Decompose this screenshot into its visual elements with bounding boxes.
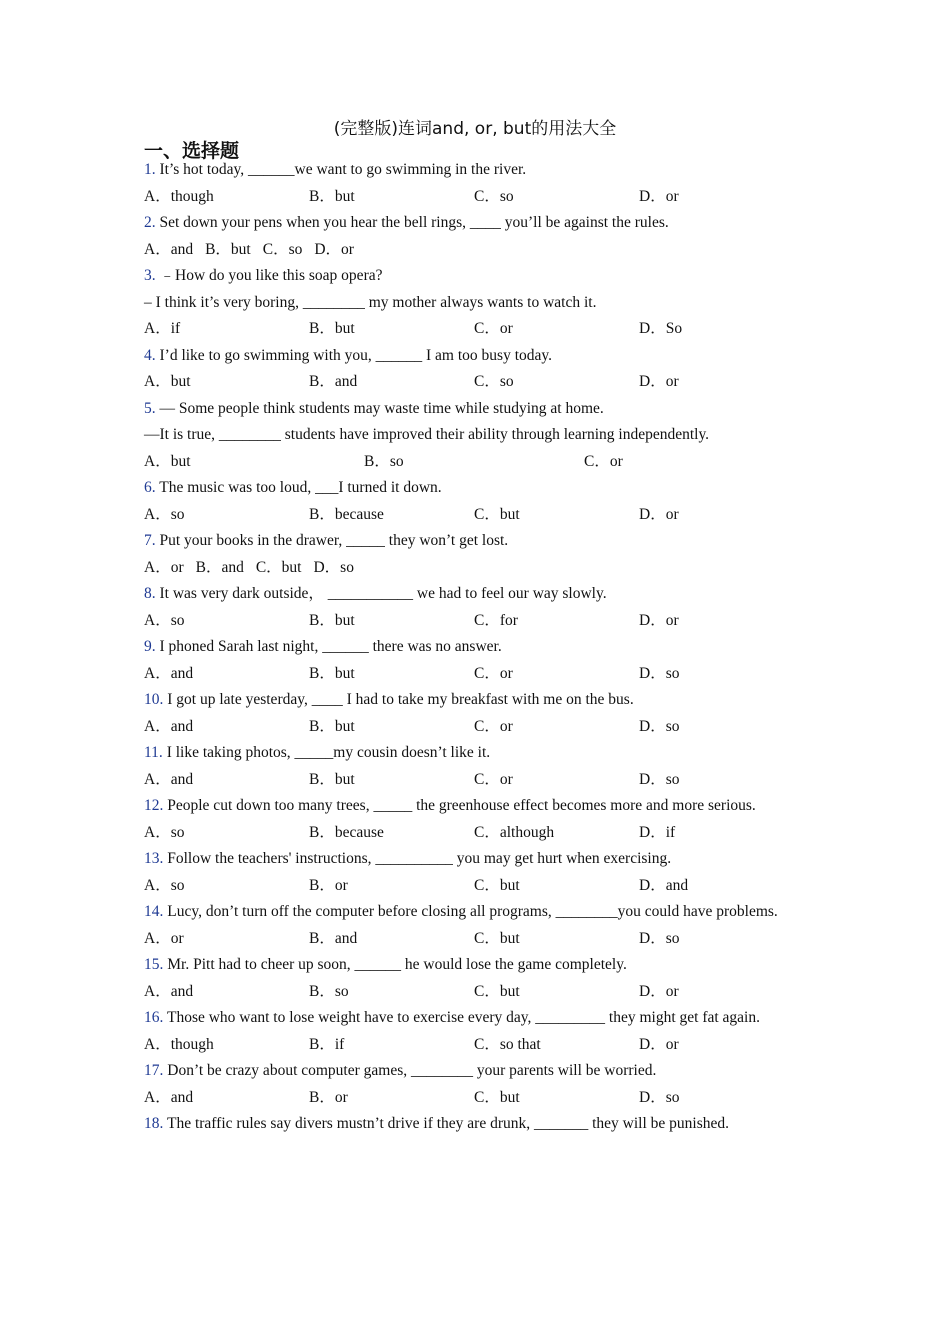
question-text: Those who want to lose weight have to exercise every day, _________ they might get fat again. bbox=[166, 1009, 760, 1026]
question-stem bbox=[144, 793, 804, 820]
answer-option[interactable]: C．but bbox=[474, 929, 520, 947]
answer-option[interactable]: A．though bbox=[144, 187, 214, 205]
answer-option[interactable]: C．although bbox=[474, 823, 555, 841]
answer-option[interactable]: C．but bbox=[474, 505, 520, 523]
answer-options bbox=[144, 926, 804, 953]
question-item bbox=[144, 793, 804, 846]
answer-option[interactable]: B．or bbox=[309, 1088, 348, 1106]
answer-option[interactable]: B．but bbox=[309, 187, 355, 205]
answer-option[interactable]: C．but bbox=[474, 876, 520, 894]
answer-option[interactable]: B．but bbox=[309, 320, 355, 337]
question-number: 1. bbox=[144, 161, 156, 178]
answer-option[interactable]: B．but bbox=[205, 240, 251, 258]
question-item bbox=[144, 157, 804, 210]
answer-options bbox=[144, 555, 804, 582]
answer-option[interactable]: D．or bbox=[639, 187, 679, 205]
question-number: 9. bbox=[144, 638, 156, 655]
answer-option[interactable]: D．and bbox=[639, 876, 689, 894]
question-stem bbox=[144, 1111, 804, 1138]
answer-option[interactable]: B．but bbox=[309, 664, 355, 682]
question-text: Follow the teachers' instructions, __________ you may get hurt when exercising. bbox=[167, 850, 672, 867]
answer-option[interactable]: D．so bbox=[313, 558, 354, 576]
answer-options bbox=[144, 1085, 804, 1112]
question-stem bbox=[144, 475, 804, 502]
question-number: 5. bbox=[144, 399, 156, 417]
answer-option[interactable]: D．so bbox=[639, 717, 680, 735]
question-stem bbox=[144, 952, 804, 979]
answer-options bbox=[144, 237, 804, 264]
question-text: – I think it’s very boring, ________ my mother always wants to watch it. bbox=[144, 293, 597, 311]
answer-option[interactable]: D．so bbox=[639, 664, 680, 682]
question-stem bbox=[144, 634, 804, 661]
question-item bbox=[144, 475, 804, 528]
answer-option[interactable]: C．or bbox=[584, 452, 623, 470]
answer-option[interactable]: C．or bbox=[474, 320, 513, 337]
question-number: 7. bbox=[144, 532, 156, 549]
answer-option[interactable]: A．so bbox=[144, 876, 185, 894]
answer-option[interactable]: B．and bbox=[309, 373, 358, 390]
question-line bbox=[144, 422, 804, 449]
answer-option[interactable]: B．and bbox=[309, 929, 358, 947]
answer-option[interactable]: B．because bbox=[309, 505, 384, 523]
question-stem bbox=[144, 396, 804, 423]
answer-options bbox=[144, 502, 804, 529]
question-item bbox=[144, 210, 804, 263]
section-heading: 一、选择题 bbox=[144, 140, 240, 162]
answer-option[interactable]: D．or bbox=[639, 611, 679, 629]
question-item bbox=[144, 263, 804, 343]
answer-option[interactable]: A．or bbox=[144, 929, 184, 947]
answer-option[interactable]: B．but bbox=[309, 717, 355, 735]
answer-option[interactable]: B．so bbox=[309, 982, 349, 1000]
question-number: 3. bbox=[144, 267, 156, 284]
question-stem bbox=[144, 157, 804, 184]
question-item bbox=[144, 1005, 804, 1058]
answer-option[interactable]: D．so bbox=[639, 1088, 680, 1106]
question-item bbox=[144, 740, 804, 793]
question-number: 14. bbox=[144, 903, 164, 920]
answer-option[interactable]: D．or bbox=[314, 240, 354, 258]
question-stem bbox=[144, 263, 804, 290]
answer-options bbox=[144, 873, 804, 900]
question-stem bbox=[144, 846, 804, 873]
answer-option[interactable]: C．or bbox=[474, 770, 513, 788]
question-line bbox=[144, 290, 804, 317]
answer-option[interactable]: C．so bbox=[262, 240, 303, 258]
question-stem bbox=[144, 687, 804, 714]
answer-option[interactable]: B．because bbox=[309, 823, 384, 841]
question-text: —It is true, ________ students have improved their ability through learning independently. bbox=[144, 426, 710, 443]
question-number: 6. bbox=[144, 479, 156, 496]
question-text: ﹣How do you like this soap opera? bbox=[159, 267, 383, 284]
question-number: 11. bbox=[144, 744, 163, 761]
question-item bbox=[144, 952, 804, 1005]
question-text: I got up late yesterday, ____ I had to take my breakfast with me on the bus. bbox=[167, 691, 634, 708]
answer-option[interactable]: B．but bbox=[309, 611, 355, 629]
question-item bbox=[144, 528, 804, 581]
question-item bbox=[144, 634, 804, 687]
answer-option[interactable]: A．or bbox=[144, 558, 184, 576]
answer-option[interactable]: D．So bbox=[639, 320, 683, 337]
answer-options bbox=[144, 316, 804, 343]
question-stem bbox=[144, 581, 804, 608]
document-title: (完整版)连词and, or, but的用法大全 bbox=[333, 119, 617, 139]
answer-option[interactable]: C．so bbox=[474, 373, 514, 390]
question-item bbox=[144, 396, 804, 476]
answer-option[interactable]: B．so bbox=[364, 452, 404, 470]
answer-option[interactable]: C．but bbox=[474, 982, 520, 1000]
question-text: I phoned Sarah last night, ______ there was no answer. bbox=[159, 638, 502, 655]
question-stem bbox=[144, 899, 804, 926]
answer-option[interactable]: D．or bbox=[639, 505, 679, 523]
question-text: Don’t be crazy about computer games, ________ your parents will be worried. bbox=[167, 1062, 657, 1079]
question-text: — Some people think students may waste time while studying at home. bbox=[159, 399, 604, 417]
answer-options bbox=[144, 767, 804, 794]
question-text: The music was too loud, ___I turned it down. bbox=[159, 479, 442, 496]
question-item bbox=[144, 846, 804, 899]
answer-option[interactable]: C．or bbox=[474, 717, 513, 735]
question-number: 15. bbox=[144, 956, 164, 973]
question-number: 4. bbox=[144, 346, 156, 364]
answer-option[interactable]: A．and bbox=[144, 717, 194, 735]
answer-option[interactable]: C．but bbox=[474, 1088, 520, 1106]
answer-option[interactable]: A．if bbox=[144, 320, 181, 337]
answer-option[interactable]: D．or bbox=[639, 982, 679, 1000]
question-number: 2. bbox=[144, 214, 156, 231]
question-number: 16. bbox=[144, 1009, 164, 1026]
question-text: Mr. Pitt had to cheer up soon, ______ he would lose the game completely. bbox=[167, 956, 627, 973]
answer-options bbox=[144, 184, 804, 211]
answer-option[interactable]: B．or bbox=[309, 876, 348, 894]
question-number: 12. bbox=[144, 797, 164, 814]
question-text: People cut down too many trees, _____ the greenhouse effect becomes more and more serious. bbox=[167, 797, 756, 814]
question-stem bbox=[144, 210, 804, 237]
question-item bbox=[144, 687, 804, 740]
answer-options bbox=[144, 714, 804, 741]
answer-option[interactable]: A．though bbox=[144, 1035, 214, 1053]
question-stem bbox=[144, 1005, 804, 1032]
answer-option[interactable]: A．so bbox=[144, 505, 185, 523]
answer-options bbox=[144, 608, 804, 635]
answer-option[interactable]: D．or bbox=[639, 373, 679, 390]
answer-option[interactable]: A．and bbox=[144, 240, 194, 258]
answer-option[interactable]: B．but bbox=[309, 770, 355, 788]
answer-options bbox=[144, 820, 804, 847]
question-item bbox=[144, 1058, 804, 1111]
answer-option[interactable]: A．and bbox=[144, 770, 194, 788]
question-text: Lucy, don’t turn off the computer before closing all programs, ________you could have problems. bbox=[167, 903, 778, 920]
question-number: 8. bbox=[144, 585, 156, 602]
answer-option[interactable]: D．if bbox=[639, 823, 676, 841]
answer-option[interactable]: D．so bbox=[639, 929, 680, 947]
question-number: 18. bbox=[144, 1115, 164, 1132]
question-stem bbox=[144, 343, 804, 370]
question-item bbox=[144, 899, 804, 952]
answer-options bbox=[144, 369, 804, 396]
answer-option[interactable]: B．if bbox=[309, 1035, 345, 1053]
question-stem bbox=[144, 740, 804, 767]
answer-option[interactable]: D．so bbox=[639, 770, 680, 788]
question-item bbox=[144, 343, 804, 396]
answer-option[interactable]: A．and bbox=[144, 664, 194, 682]
answer-option[interactable]: A．so bbox=[144, 823, 185, 841]
question-number: 17. bbox=[144, 1062, 164, 1079]
answer-option[interactable]: D．or bbox=[639, 1035, 679, 1053]
answer-options bbox=[144, 979, 804, 1006]
answer-option[interactable]: A．but bbox=[144, 373, 191, 390]
answer-option[interactable]: A．and bbox=[144, 982, 194, 1000]
question-number: 10. bbox=[144, 691, 164, 708]
answer-option[interactable]: A．and bbox=[144, 1088, 194, 1106]
answer-option[interactable]: C．or bbox=[474, 664, 513, 682]
question-text: I’d like to go swimming with you, ______ I am too busy today. bbox=[159, 346, 552, 364]
answer-option[interactable]: C．but bbox=[255, 558, 302, 576]
answer-option[interactable]: B．and bbox=[195, 558, 244, 576]
question-stem bbox=[144, 1058, 804, 1085]
question-text: Put your books in the drawer, _____ they won’t get lost. bbox=[159, 532, 509, 549]
question-item bbox=[144, 581, 804, 634]
answer-option[interactable]: A．but bbox=[144, 452, 191, 470]
answer-option[interactable]: C．so that bbox=[474, 1035, 541, 1053]
answer-option[interactable]: C．for bbox=[474, 611, 518, 629]
question-text: It was very dark outside， ___________ we had to feel our way slowly. bbox=[159, 585, 607, 602]
question-stem bbox=[144, 528, 804, 555]
question-text: I like taking photos, _____my cousin doesn’t like it. bbox=[166, 744, 491, 761]
question-item bbox=[144, 1111, 804, 1138]
answer-options bbox=[144, 449, 804, 476]
question-text: It’s hot today, ______we want to go swimming in the river. bbox=[159, 161, 527, 178]
answer-options bbox=[144, 1032, 804, 1059]
question-text: Set down your pens when you hear the bell rings, ____ you’ll be against the rules. bbox=[159, 214, 669, 231]
answer-option[interactable]: A．so bbox=[144, 611, 185, 629]
question-text: The traffic rules say divers mustn’t drive if they are drunk, _______ they will be punished. bbox=[166, 1115, 730, 1132]
answer-options bbox=[144, 661, 804, 688]
answer-option[interactable]: C．so bbox=[474, 187, 514, 205]
question-list bbox=[144, 157, 804, 1138]
question-number: 13. bbox=[144, 850, 164, 867]
